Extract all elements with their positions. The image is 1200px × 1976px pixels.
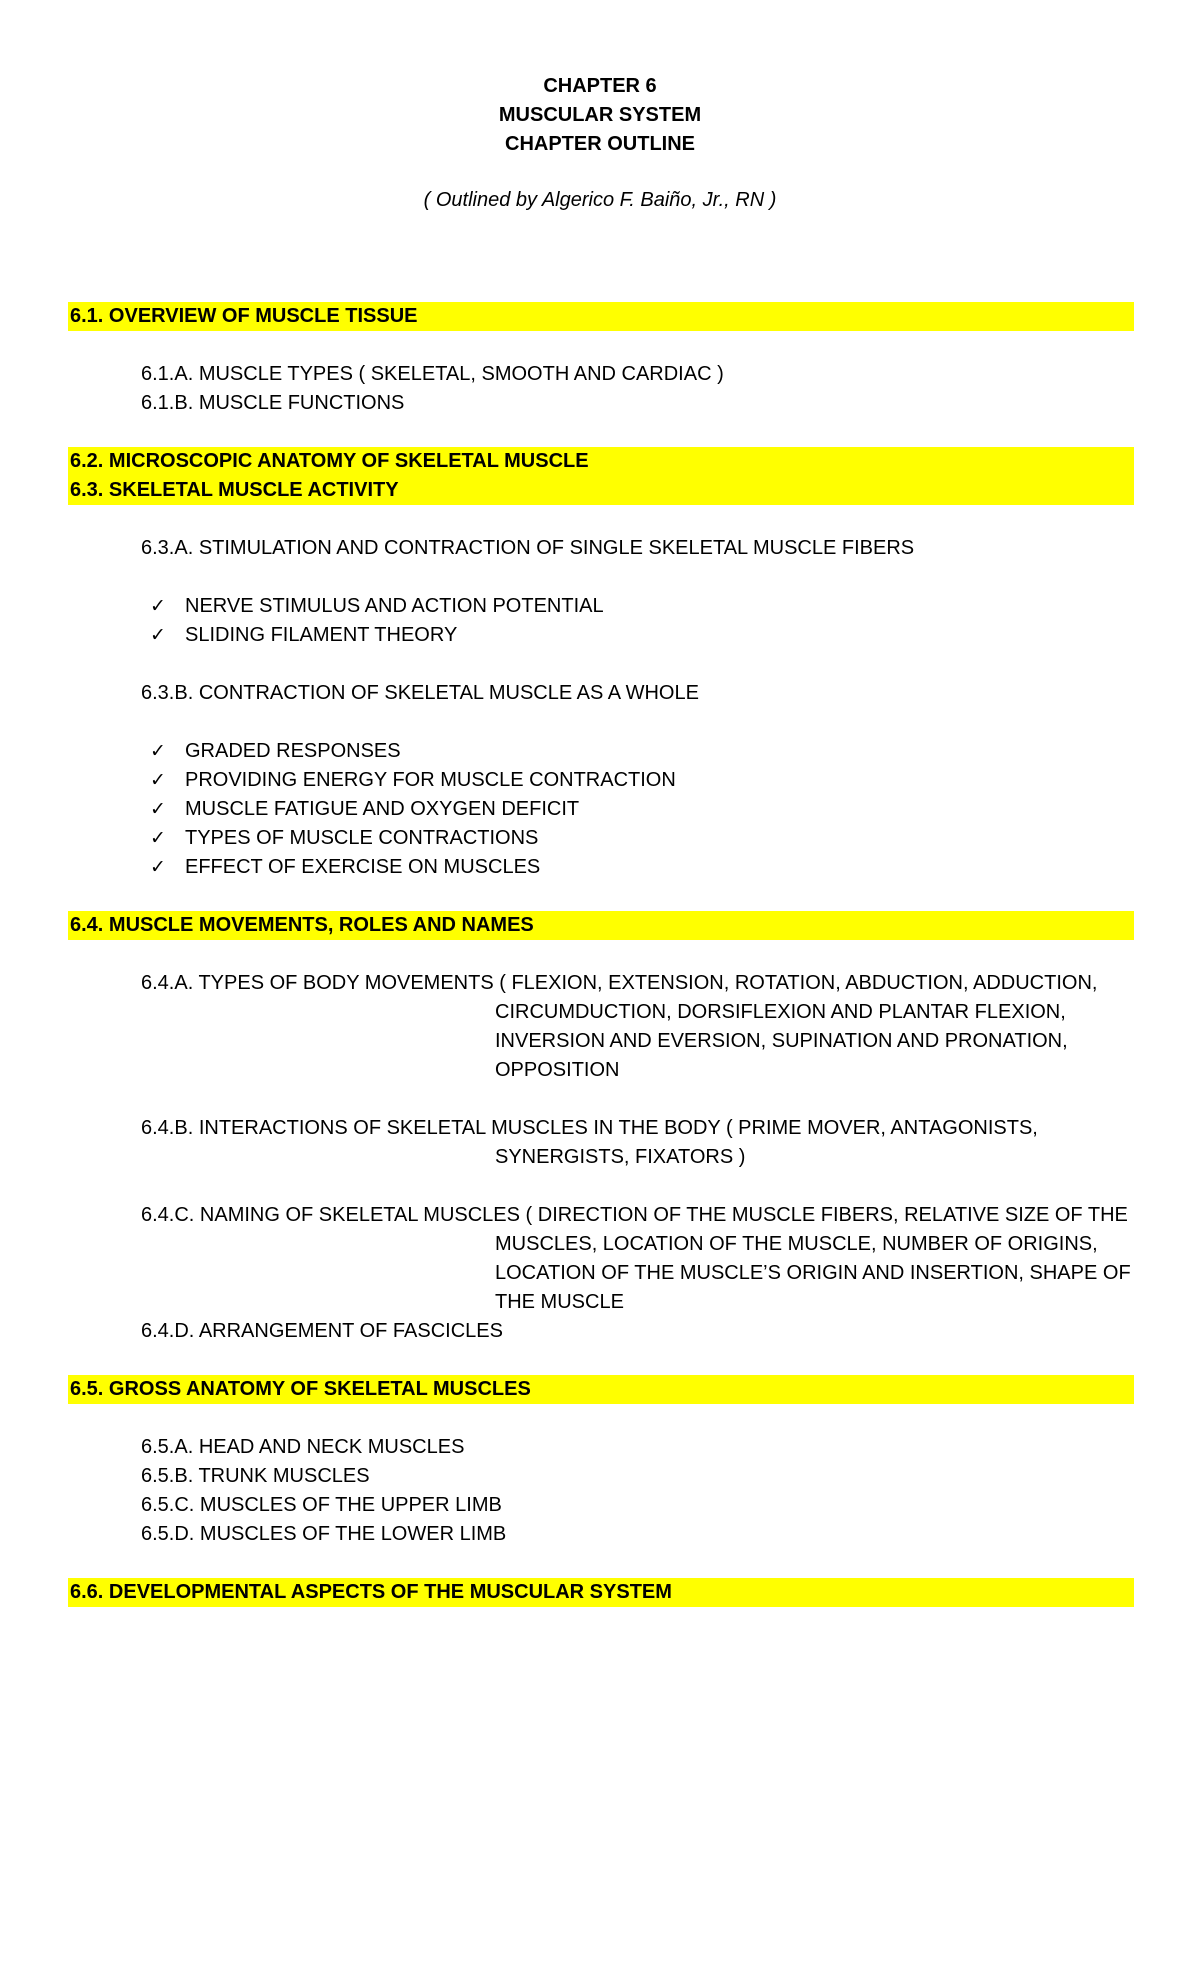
subsection-6-4-c-continued: MUSCLES, LOCATION OF THE MUSCLE, NUMBER OF ORIGINS, bbox=[495, 1233, 1098, 1255]
title-block bbox=[0, 72, 1200, 159]
section-heading-6-1: 6.1. OVERVIEW OF MUSCLE TISSUE bbox=[68, 302, 1134, 331]
check-icon: ✓ bbox=[150, 798, 166, 820]
subsection-6-4-a-continued: INVERSION AND EVERSION, SUPINATION AND PRONATION, bbox=[495, 1030, 1068, 1052]
check-icon: ✓ bbox=[150, 827, 166, 849]
subsection-6-4-a: 6.4.A. TYPES OF BODY MOVEMENTS ( FLEXION, EXTENSION, ROTATION, ABDUCTION, ADDUCTION, bbox=[141, 972, 1098, 994]
subsection-6-5-d: 6.5.D. MUSCLES OF THE LOWER LIMB bbox=[141, 1523, 507, 1545]
subsection-6-1-a: 6.1.A. MUSCLE TYPES ( SKELETAL, SMOOTH AND CARDIAC ) bbox=[141, 363, 724, 385]
section-heading-6-2: 6.2. MICROSCOPIC ANATOMY OF SKELETAL MUSCLE bbox=[70, 450, 589, 472]
subsection-6-4-a-continued: OPPOSITION bbox=[495, 1059, 620, 1081]
section-heading-6-5: 6.5. GROSS ANATOMY OF SKELETAL MUSCLES bbox=[68, 1375, 1134, 1404]
subsection-6-4-b-continued: SYNERGISTS, FIXATORS ) bbox=[495, 1146, 746, 1168]
author-byline: ( Outlined by Algerico F. Baiño, Jr., RN ) bbox=[423, 189, 777, 211]
subsection-6-1-b: 6.1.B. MUSCLE FUNCTIONS bbox=[141, 392, 405, 414]
chapter-subject: MUSCULAR SYSTEM bbox=[498, 104, 702, 126]
list-item: ✓ EFFECT OF EXERCISE ON MUSCLES bbox=[150, 853, 540, 882]
list-item: ✓ PROVIDING ENERGY FOR MUSCLE CONTRACTION bbox=[150, 766, 676, 795]
subsection-6-5-a: 6.5.A. HEAD AND NECK MUSCLES bbox=[141, 1436, 465, 1458]
subsection-6-5-c: 6.5.C. MUSCLES OF THE UPPER LIMB bbox=[141, 1494, 502, 1516]
subsection-6-5-b: 6.5.B. TRUNK MUSCLES bbox=[141, 1465, 370, 1487]
subsection-6-4-c-continued: THE MUSCLE bbox=[495, 1291, 624, 1313]
subsection-6-4-b: 6.4.B. INTERACTIONS OF SKELETAL MUSCLES IN THE BODY ( PRIME MOVER, ANTAGONISTS, bbox=[141, 1117, 1038, 1139]
check-icon: ✓ bbox=[150, 740, 166, 762]
subsection-6-4-c: 6.4.C. NAMING OF SKELETAL MUSCLES ( DIRECTION OF THE MUSCLE FIBERS, RELATIVE SIZE OF THE bbox=[141, 1204, 1128, 1226]
check-icon: ✓ bbox=[150, 769, 166, 791]
section-heading-6-3: 6.3. SKELETAL MUSCLE ACTIVITY bbox=[70, 479, 399, 501]
list-item: ✓ SLIDING FILAMENT THEORY bbox=[150, 621, 457, 650]
section-heading-6-4: 6.4. MUSCLE MOVEMENTS, ROLES AND NAMES bbox=[68, 911, 1134, 940]
subsection-6-4-a-continued: CIRCUMDUCTION, DORSIFLEXION AND PLANTAR FLEXION, bbox=[495, 1001, 1066, 1023]
list-item: ✓ GRADED RESPONSES bbox=[150, 737, 401, 766]
list-item: ✓ NERVE STIMULUS AND ACTION POTENTIAL bbox=[150, 592, 604, 621]
subsection-6-4-d: 6.4.D. ARRANGEMENT OF FASCICLES bbox=[141, 1320, 503, 1342]
check-icon: ✓ bbox=[150, 595, 166, 617]
outline-label: CHAPTER OUTLINE bbox=[505, 133, 695, 155]
chapter-number: CHAPTER 6 bbox=[543, 75, 657, 97]
check-icon: ✓ bbox=[150, 856, 166, 878]
subsection-6-3-a: 6.3.A. STIMULATION AND CONTRACTION OF SINGLE SKELETAL MUSCLE FIBERS bbox=[141, 537, 915, 559]
subsection-6-4-c-continued: LOCATION OF THE MUSCLE’S ORIGIN AND INSERTION, SHAPE OF bbox=[495, 1262, 1131, 1284]
list-item: ✓ MUSCLE FATIGUE AND OXYGEN DEFICIT bbox=[150, 795, 579, 824]
section-heading-6-6: 6.6. DEVELOPMENTAL ASPECTS OF THE MUSCULAR SYSTEM bbox=[68, 1578, 1134, 1607]
subsection-6-3-b: 6.3.B. CONTRACTION OF SKELETAL MUSCLE AS A WHOLE bbox=[141, 682, 699, 704]
check-icon: ✓ bbox=[150, 624, 166, 646]
list-item: ✓ TYPES OF MUSCLE CONTRACTIONS bbox=[150, 824, 538, 853]
section-heading-6-2-6-3 bbox=[68, 447, 1134, 505]
